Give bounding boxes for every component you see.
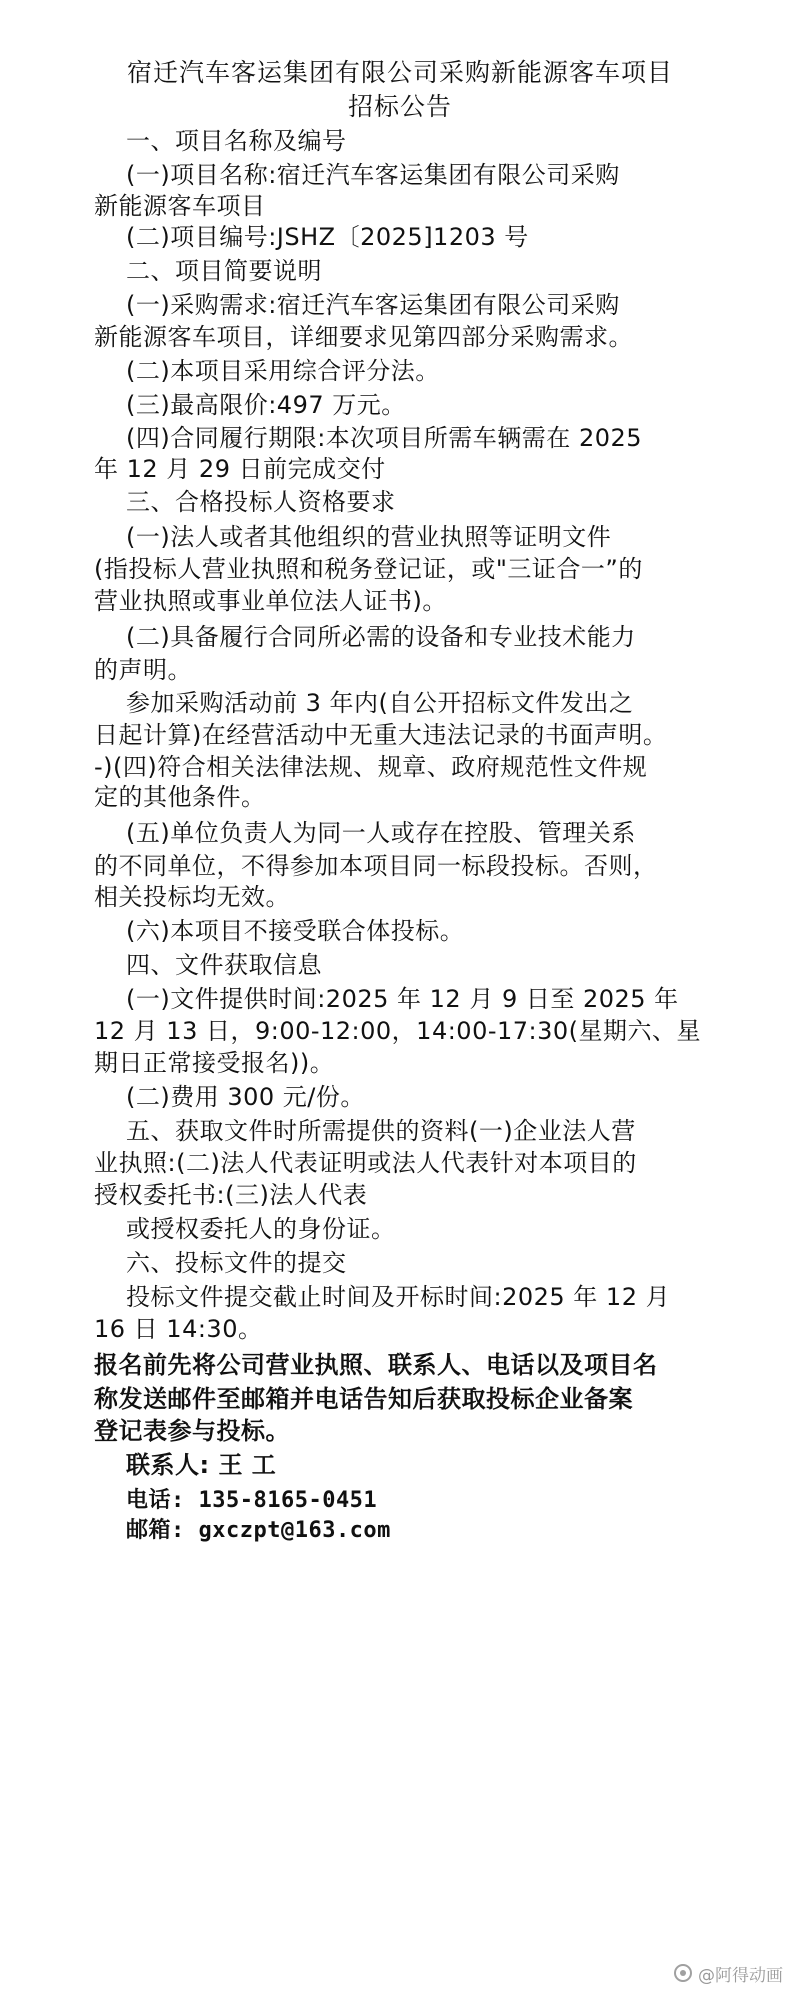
- announcement-title-line1: 宿迁汽车客运集团有限公司采购新能源客车项目: [126, 58, 673, 87]
- section3-item1-line3: 营业执照或事业单位法人证书)。: [94, 587, 447, 615]
- notice-line3: 登记表参与投标。: [94, 1417, 290, 1445]
- section6-heading: 六、投标文件的提交: [126, 1249, 347, 1277]
- contact-email: 邮箱: gxczpt@163.com: [126, 1518, 391, 1543]
- watermark-text: @阿得动画: [698, 1965, 783, 1986]
- section3-item1-line1: (一)法人或者其他组织的营业执照等证明文件: [126, 523, 612, 551]
- section2-item1-line2: 新能源客车项目，详细要求见第四部分采购需求。: [94, 323, 633, 351]
- section2-item2: (二)本项目采用综合评分法。: [126, 357, 440, 385]
- section3-item5-line3: 相关投标均无效。: [94, 883, 290, 911]
- section2-item4-line1: (四)合同履行期限:本次项目所需车辆需在 2025: [126, 424, 643, 452]
- section3-item6: (六)本项目不接受联合体投标。: [126, 917, 465, 945]
- section6-line2: 16 日 14:30。: [94, 1315, 263, 1343]
- section1-heading: 一、项目名称及编号: [126, 127, 347, 155]
- section4-item1-line3: 期日正常接受报名))。: [94, 1049, 335, 1077]
- section3-item4-line1: -)(四)符合相关法律法规、规章、政府规范性文件规: [94, 753, 648, 781]
- section3-item3-line2: 日起计算)在经营活动中无重大违法记录的书面声明。: [94, 721, 668, 749]
- section3-item3-line1: 参加采购活动前 3 年内(自公开招标文件发出之: [126, 689, 634, 717]
- section4-heading: 四、文件获取信息: [126, 951, 322, 979]
- section2-item3: (三)最高限价:497 万元。: [126, 391, 406, 419]
- contact-phone: 电话: 135-8165-0451: [126, 1488, 378, 1513]
- section5-line1: 五、获取文件时所需提供的资料(一)企业法人营: [126, 1117, 636, 1145]
- section3-item5-line1: (五)单位负责人为同一人或存在控股、管理关系: [126, 819, 636, 847]
- section1-item1-line2: 新能源客车项目: [94, 192, 266, 220]
- section4-item1-line2: 12 月 13 日，9:00-12:00，14:00-17:30(星期六、星: [94, 1017, 702, 1045]
- section3-heading: 三、合格投标人资格要求: [126, 488, 396, 516]
- announcement-title-line2: 招标公告: [347, 92, 452, 121]
- section4-item2: (二)费用 300 元/份。: [126, 1083, 365, 1111]
- section2-heading: 二、项目简要说明: [126, 257, 322, 285]
- section5-line3: 授权委托书:(三)法人代表: [94, 1181, 368, 1209]
- section5-line2: 业执照:(二)法人代表证明或法人代表针对本项目的: [94, 1149, 637, 1177]
- section3-item1-line2: (指投标人营业执照和税务登记证，或"三证合一”的: [94, 555, 643, 583]
- section1-item1-line1: (一)项目名称:宿迁汽车客运集团有限公司采购: [126, 161, 620, 189]
- section1-item2: (二)项目编号:JSHZ〔2025]1203 号: [126, 223, 529, 251]
- section3-item5-line2: 的不同单位，不得参加本项目同一标段投标。否则，: [94, 852, 658, 880]
- notice-line2: 称发送邮件至邮箱并电话告知后获取投标企业备案: [94, 1385, 633, 1413]
- logo-icon: [674, 1964, 692, 1982]
- section3-item2-line1: (二)具备履行合同所必需的设备和专业技术能力: [126, 623, 636, 651]
- section4-item1-line1: (一)文件提供时间:2025 年 12 月 9 日至 2025 年: [126, 985, 679, 1013]
- section3-item4-line2: 定的其他条件。: [94, 783, 266, 811]
- notice-line1: 报名前先将公司营业执照、联系人、电话以及项目名: [94, 1351, 658, 1379]
- section6-line1: 投标文件提交截止时间及开标时间:2025 年 12 月: [126, 1283, 671, 1311]
- section3-item2-line2: 的声明。: [94, 656, 192, 684]
- section2-item1-line1: (一)采购需求:宿迁汽车客运集团有限公司采购: [126, 291, 620, 319]
- watermark: [674, 1958, 783, 1988]
- contact-person: 联系人: 王 工: [126, 1451, 277, 1479]
- section2-item4-line2: 年 12 月 29 日前完成交付: [94, 455, 386, 483]
- section5-line4: 或授权委托人的身份证。: [126, 1215, 396, 1243]
